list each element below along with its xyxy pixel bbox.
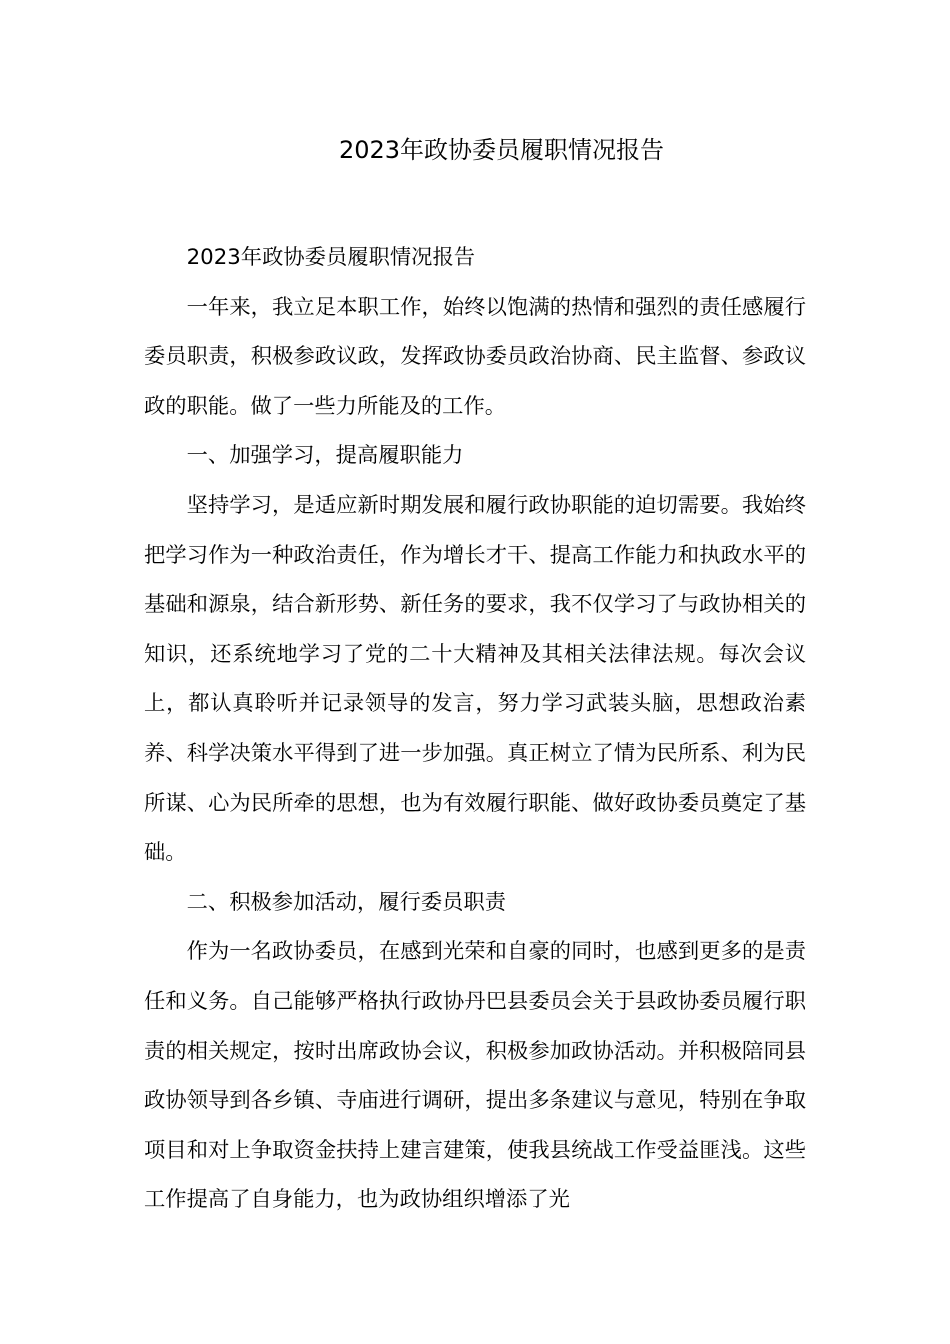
section-heading-2: 二、积极参加活动，履行委员职责 (186, 889, 507, 915)
section-heading-1: 一、加强学习，提高履职能力 (186, 443, 464, 469)
document-body (144, 233, 806, 1225)
section-2-paragraph: 作为一名政协委员，在感到光荣和自豪的同时，也感到更多的是责任和义务。自己能够严格执行政协丹巴县委员会关于县政协委员履行职责的相关规定，按时出席政协会议，积极参加政协活动。并积极陪同县政协领导到各乡镇、寺庙进行调研，提出多条建议与意见，特别在争取项目和对上争取资金扶持上建言建策，使我县统战工作受益匪浅。这些工作提高了自身能力，也为政协组织增添了光 (144, 939, 806, 1213)
document-title: 2023年政协委员履职情况报告 (338, 136, 665, 164)
section-1-paragraph: 坚持学习，是适应新时期发展和履行政协职能的迫切需要。我始终把学习作为一种政治责任，作为增长才干、提高工作能力和执政水平的基础和源泉，结合新形势、新任务的要求，我不仅学习了与政协相关的知识，还系统地学习了党的二十大精神及其相关法律法规。每次会议上，都认真聆听并记录领导的发言，努力学习武装头脑，思想政治素养、科学决策水平得到了进一步加强。真正树立了情为民所系、利为民所谋、心为民所牵的思想，也为有效履行职能、做好政协委员奠定了基础。 (144, 492, 806, 866)
intro-paragraph: 一年来，我立足本职工作，始终以饱满的热情和强烈的责任感履行委员职责，积极参政议政，发挥政协委员政治协商、民主监督、参政议政的职能。做了一些力所能及的工作。 (144, 294, 806, 419)
repeated-title-paragraph: 2023年政协委员履职情况报告 (186, 245, 476, 270)
